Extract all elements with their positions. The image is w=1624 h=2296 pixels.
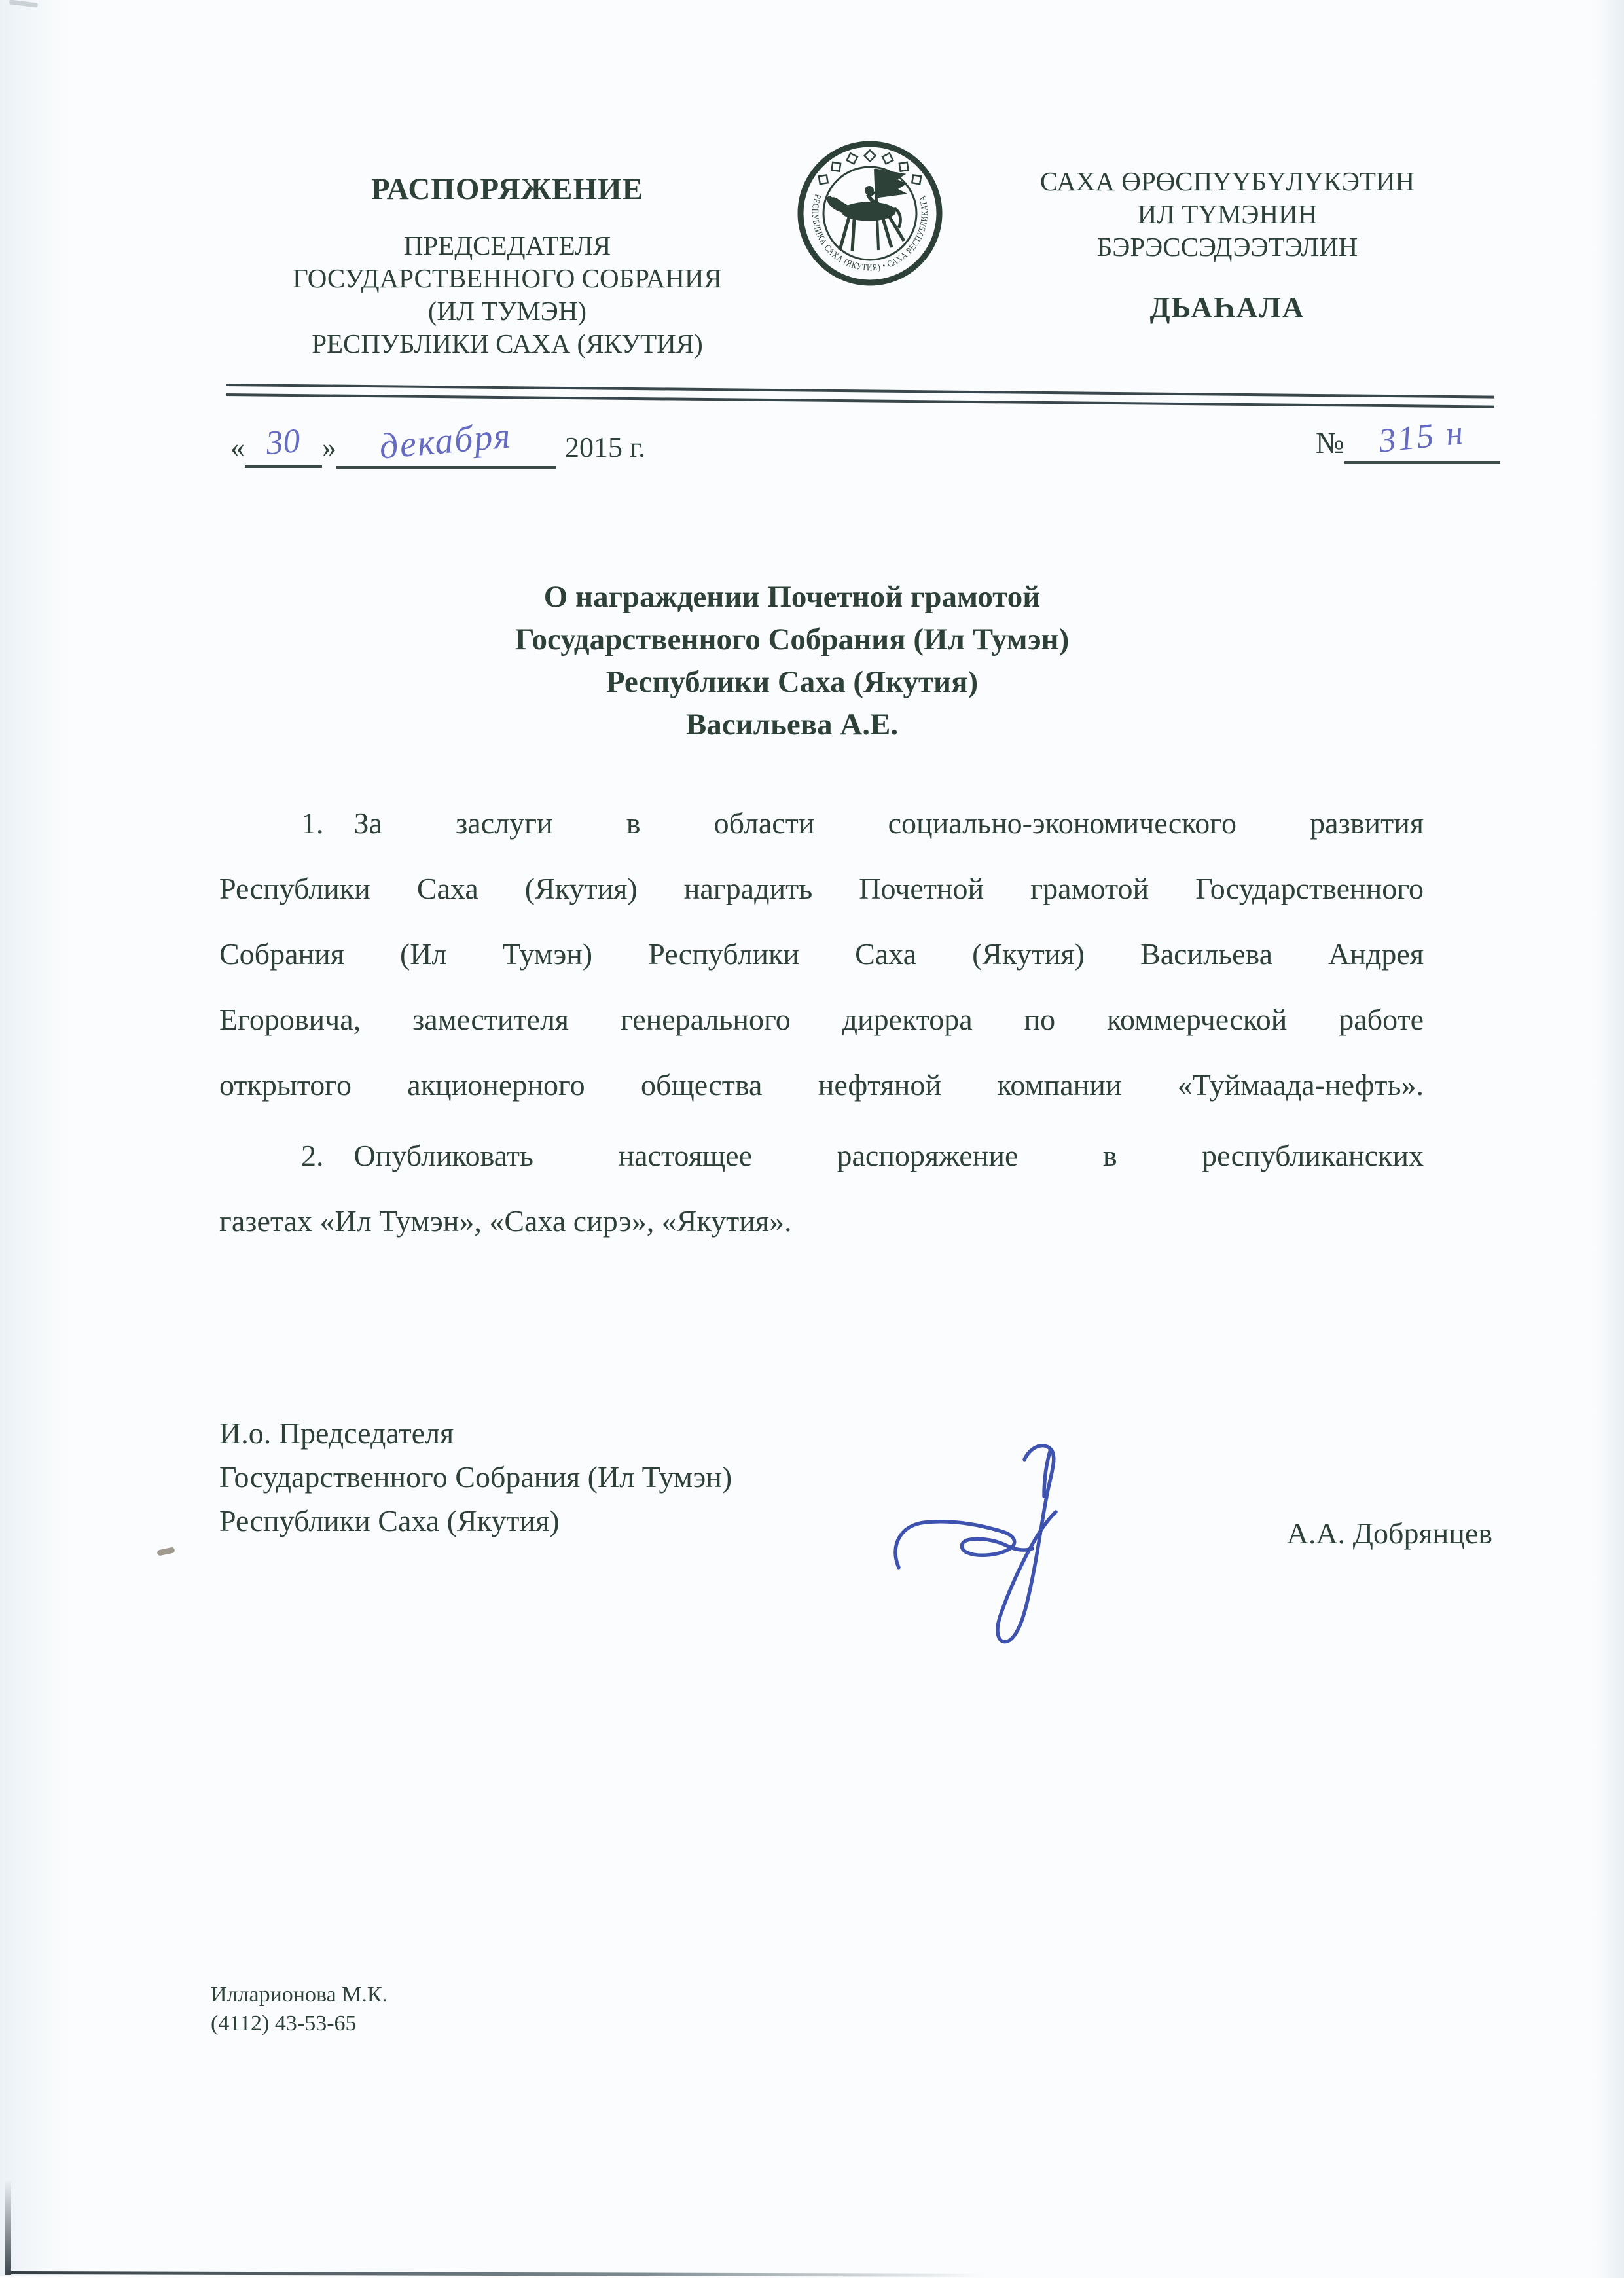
- letterhead-russian: [190, 171, 825, 360]
- paragraph-1: [219, 791, 1424, 1118]
- document-type-sakha: ДЬАҺАЛА: [1149, 291, 1305, 324]
- number-blank: [1344, 414, 1500, 464]
- handwritten-day: 30: [264, 422, 302, 463]
- scan-right-shadow: [1595, 0, 1624, 2296]
- signatory-line: Республики Саха (Якутия): [219, 1504, 560, 1537]
- close-quote: »: [322, 431, 336, 463]
- handwritten-month: декабря: [378, 415, 514, 467]
- letterhead-line: САХА ӨРӨСПҮҮБҮЛҮКЭТИН: [1039, 166, 1415, 196]
- letterhead-divider-rule: [226, 384, 1494, 408]
- letterhead-line: БЭРЭССЭДЭЭТЭЛИН: [1096, 232, 1358, 262]
- handwritten-signature: [887, 1433, 1083, 1676]
- signatory-line: Государственного Собрания (Ил Тумэн): [219, 1460, 732, 1494]
- executor-phone: (4112) 43-53-65: [211, 2011, 357, 2036]
- title-line: О награждении Почетной грамотой: [543, 580, 1041, 614]
- signatory-name: А.А. Добрянцев: [1286, 1516, 1492, 1550]
- date-line: [230, 415, 646, 469]
- title-line: Государственного Собрания (Ил Тумэн): [514, 622, 1070, 656]
- paper-bottom-edge: [8, 2271, 983, 2277]
- handwritten-number: 315 н: [1377, 414, 1467, 460]
- body-line: открытого акционерного общества нефтяной компании «Туймаада-нефть».: [219, 1068, 1424, 1102]
- number-sign: №: [1316, 426, 1344, 459]
- letterhead-line: ИЛ ТҮМЭНИН: [1137, 199, 1318, 229]
- letterhead-line: ПРЕДСЕДАТЕЛЯ: [403, 230, 611, 260]
- title-line: Васильева А.Е.: [685, 708, 899, 742]
- document-body: [219, 791, 1424, 1254]
- document-number-line: [1316, 414, 1500, 464]
- open-quote: «: [230, 431, 245, 463]
- scan-artifact-dash: [156, 1547, 175, 1556]
- paper-left-edge: [5, 2179, 11, 2275]
- letterhead-line: РЕСПУБЛИКИ САХА (ЯКУТИЯ): [312, 329, 703, 359]
- body-line: 1. За заслуги в области социально-экономического развития: [301, 806, 1424, 840]
- horseman-banner-icon: [827, 169, 907, 251]
- paragraph-2: [219, 1123, 1424, 1254]
- year-label: 2015 г.: [565, 431, 646, 463]
- scanner-background: [0, 2278, 1624, 2296]
- title-line: Республики Саха (Якутия): [605, 665, 979, 699]
- executor-contact: [211, 1981, 388, 2038]
- sakha-republic-emblem-icon: [791, 134, 949, 293]
- letterhead-sakha: [975, 165, 1479, 325]
- body-line: Егоровича, заместителя генерального директора по коммерческой работе: [219, 1003, 1424, 1036]
- letterhead-line: ГОСУДАРСТВЕННОГО СОБРАНИЯ: [293, 263, 722, 293]
- body-line: Собрания (Ил Тумэн) Республики Саха (Якутия) Васильева Андрея: [219, 937, 1424, 971]
- body-line: 2. Опубликовать настоящее распоряжение в республиканских: [301, 1139, 1424, 1172]
- body-line: газетах «Ил Тумэн», «Саха сирэ», «Якутия».: [219, 1204, 792, 1238]
- month-blank: [336, 415, 556, 469]
- scan-left-shadow: [0, 0, 72, 2276]
- seal-ring-text: РЕСПУБЛИКА САХА (ЯКУТИЯ) • САХА РЕСПУБЛИКАТА: [809, 192, 931, 274]
- document-title: [190, 576, 1394, 746]
- letterhead-line: (ИЛ ТУМЭН): [427, 296, 587, 326]
- day-blank: [245, 422, 322, 468]
- executor-name: Илларионова М.К.: [211, 1982, 388, 2007]
- signatory-position: [219, 1411, 732, 1543]
- document-type-ru: РАСПОРЯЖЕНИЕ: [371, 172, 643, 206]
- body-line: Республики Саха (Якутия) наградить Почетной грамотой Государственного: [219, 872, 1424, 905]
- signatory-line: И.о. Председателя: [219, 1416, 454, 1450]
